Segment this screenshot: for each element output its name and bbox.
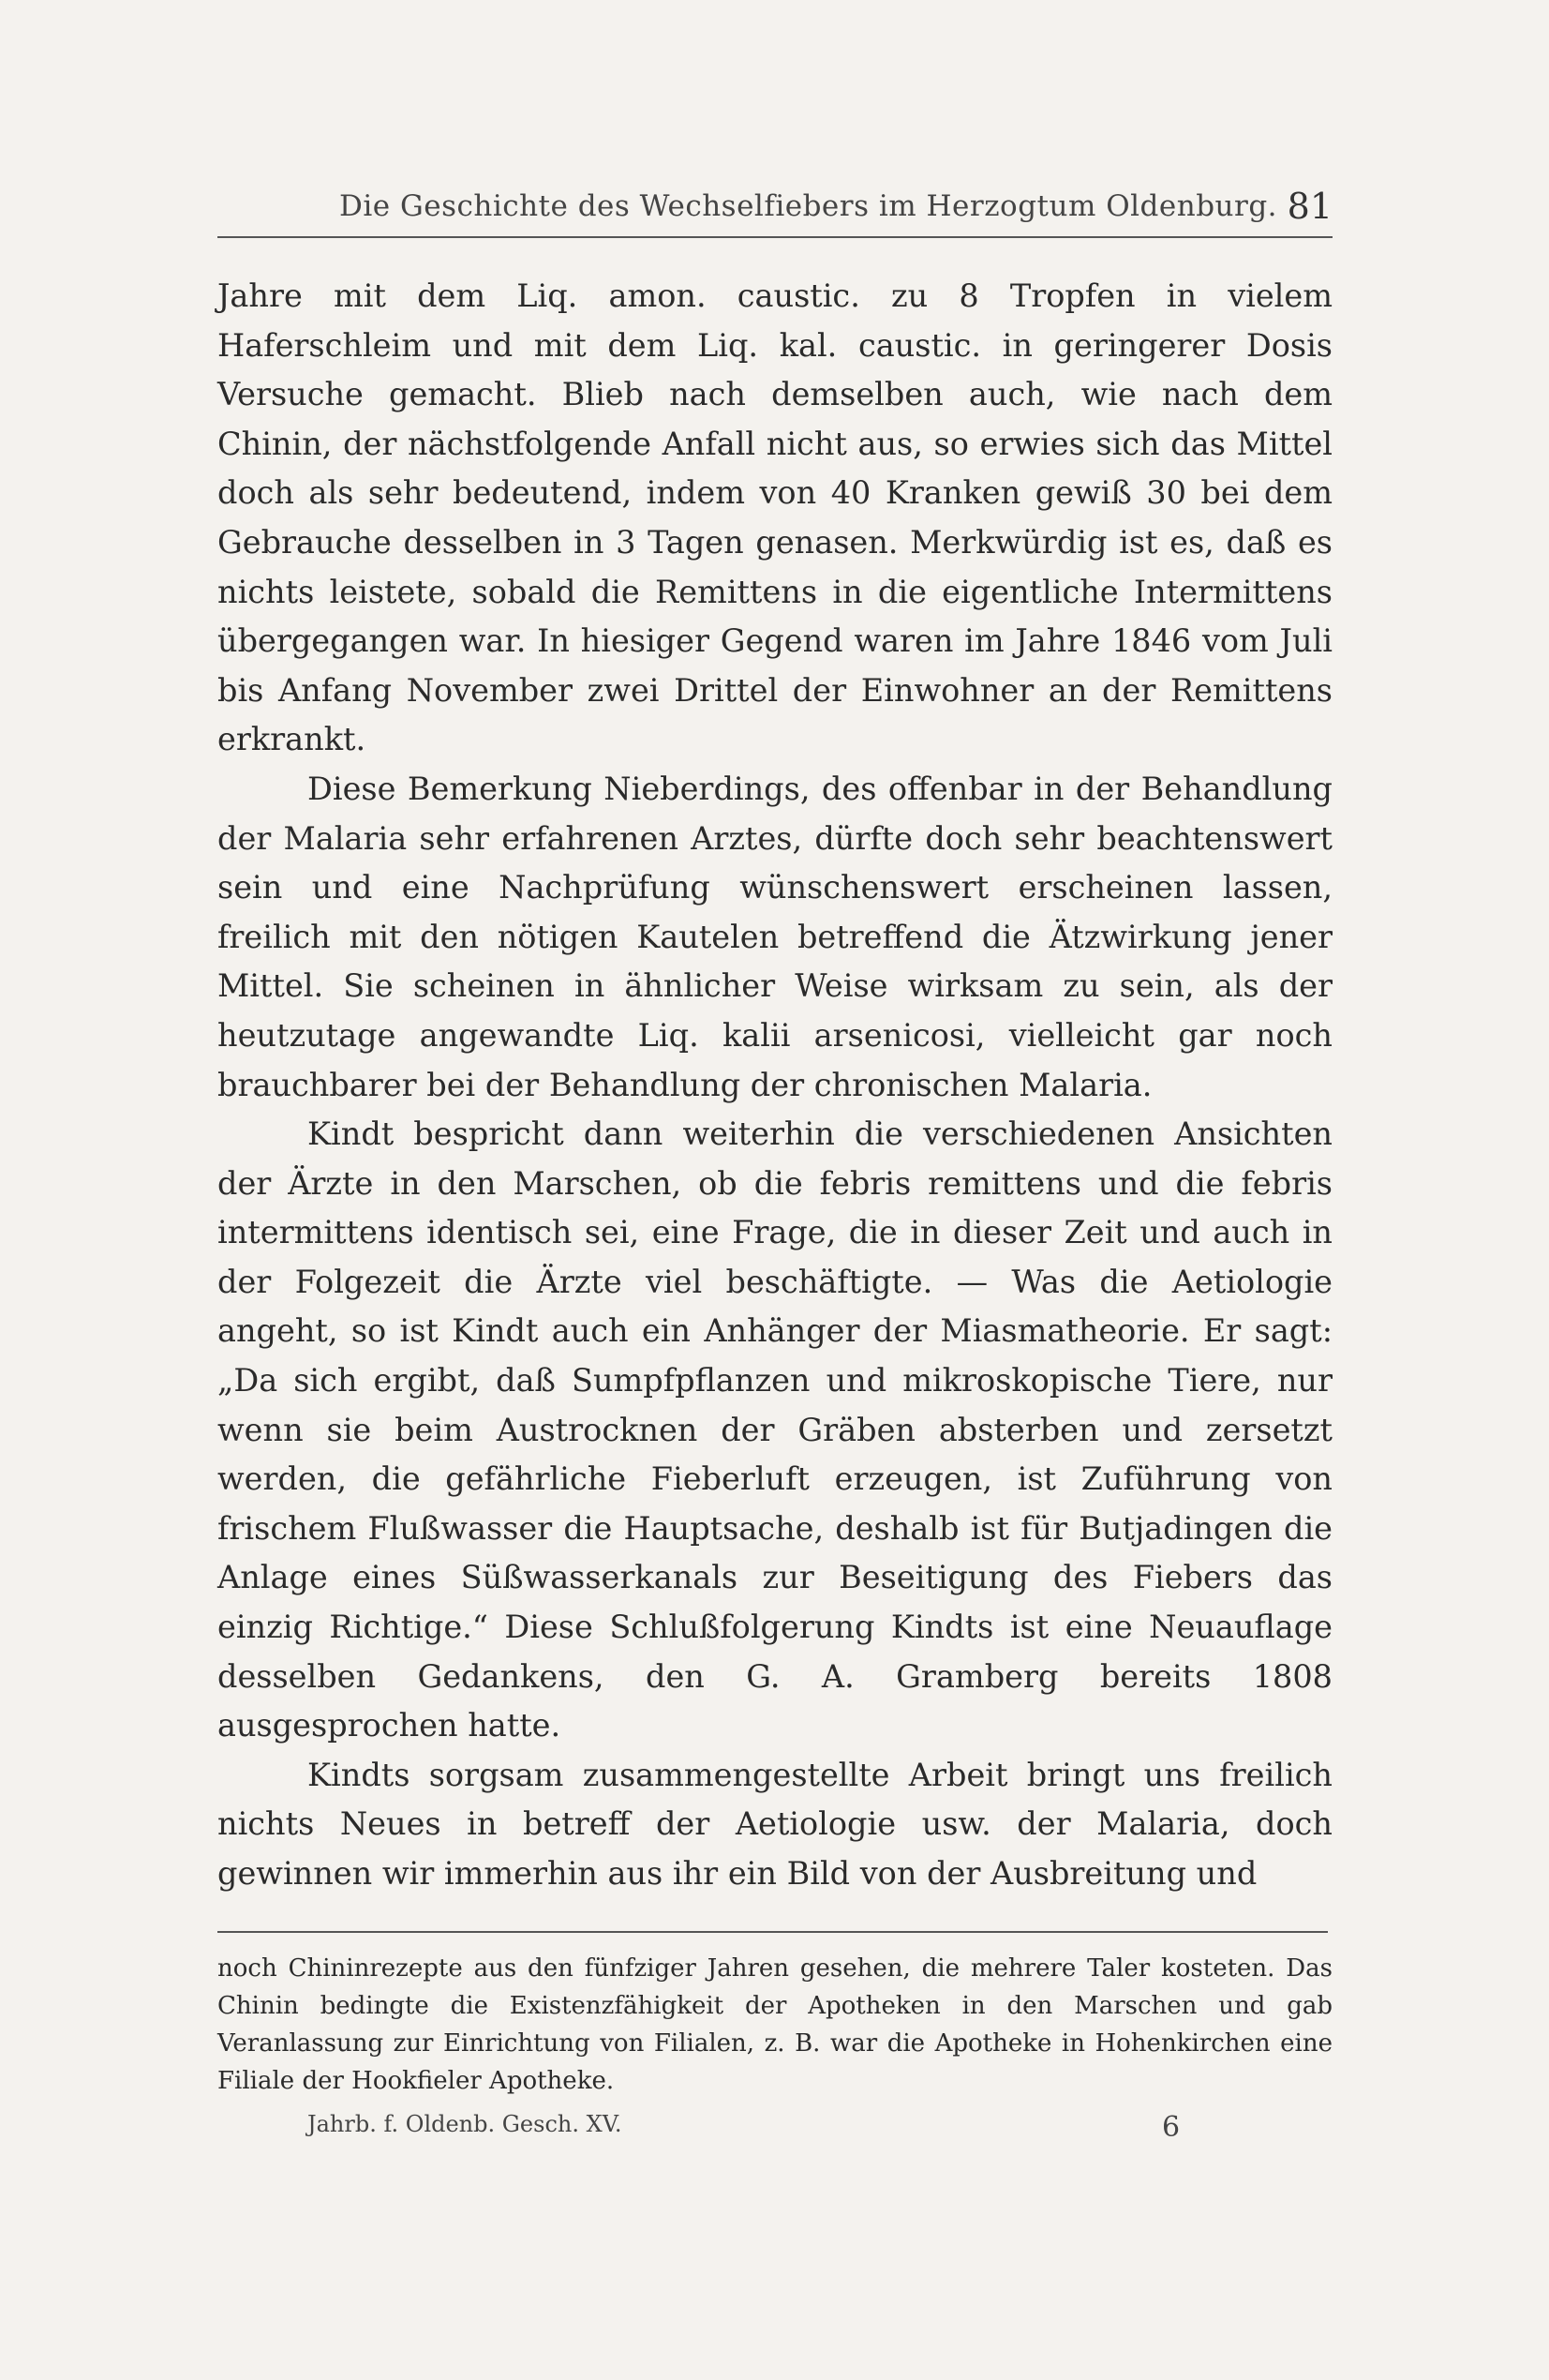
footnotes [217, 1950, 1333, 2100]
running-header [217, 184, 1333, 238]
page-footer [217, 2111, 1333, 2148]
footnote-separator [217, 1931, 1328, 1933]
page-number: 81 [1287, 186, 1333, 227]
sheet-signature: 6 [1162, 2110, 1181, 2144]
footnote-1: noch Chininrezepte aus den fünfziger Jahren gesehen, die mehrere Taler kosteten. Das Chinin bedingte die Existenzfähigkeit der Apotheken in den Marschen und gab Veranlassung zur Einrichtung von Filialen, z. B. war die Apotheke in Hohenkirchen eine Filiale der Hookfieler Apotheke. [217, 1953, 1333, 2095]
paragraph-4: Kindts sorgsam zusammengestellte Arbeit bringt uns freilich nichts Neues in betreff der Aetiologie usw. der Malaria, doch gewinnen wir immerhin aus ihr ein Bild von der Ausbreitung und [217, 1756, 1333, 1892]
paragraph-2: Diese Bemerkung Nieberdings, des offenbar in der Behandlung der Malaria sehr erfahrenen Arztes, dürfte doch sehr beachtenswert sein und eine Nachprüfung wünschenswert erscheinen lassen, freilich mit den nötigen Kautelen betreffend die Ätzwirkung jener Mittel. Sie scheinen in ähnlicher Weise wirksam zu sein, als der heutzutage angewandte Liq. kalii arsenicosi, vielleicht gar noch brauchbarer bei der Behandlung der chronischen Malaria. [217, 770, 1333, 1103]
paragraph-1: Jahre mit dem Liq. amon. caustic. zu 8 Tropfen in vielem Haferschleim und mit dem Liq. kal. caustic. in geringerer Dosis Versuche gemacht. Blieb nach demselben auch, wie nach dem Chinin, der nächstfolgende Anfall nicht aus, so erwies sich das Mittel doch als sehr bedeutend, indem von 40 Kranken gewiß 30 bei dem Gebrauche desselben in 3 Tagen genasen. Merkwürdig ist es, daß es nichts leistete, sobald die Remittens in die eigentliche Intermittens übergegangen war. In hiesiger Gegend waren im Jahre 1846 vom Juli bis Anfang November zwei Drittel der Einwohner an der Remittens erkrankt. [217, 277, 1333, 758]
running-title: Die Geschichte des Wechselfiebers im Herzogtum Oldenburg. [339, 189, 1278, 223]
journal-signature: Jahrb. f. Oldenb. Gesch. XV. [307, 2110, 622, 2137]
body-text [217, 272, 1333, 1899]
book-page [217, 184, 1333, 2208]
paragraph-3: Kindt bespricht dann weiterhin die verschiedenen Ansichten der Ärzte in den Marschen, ob die febris remittens und die febris intermittens identisch sei, eine Frage, die in dieser Zeit und auch in der Folgezeit die Ärzte viel beschäftigte. — Was die Aetiologie angeht, so ist Kindt auch ein Anhänger der Miasmatheorie. Er sagt: „Da sich ergibt, daß Sumpfpflanzen und mikroskopische Tiere, nur wenn sie beim Austrocknen der Gräben absterben und zersetzt werden, die gefährliche Fieberluft erzeugen, ist Zuführung von frischem Flußwasser die Hauptsache, deshalb ist für Butjadingen die Anlage eines Süßwasserkanals zur Beseitigung des Fiebers das einzig Richtige.“ Diese Schlußfolgerung Kindts ist eine Neuauflage desselben Gedankens, den G. A. Gramberg bereits 1808 ausgesprochen hatte. [217, 1115, 1333, 1744]
